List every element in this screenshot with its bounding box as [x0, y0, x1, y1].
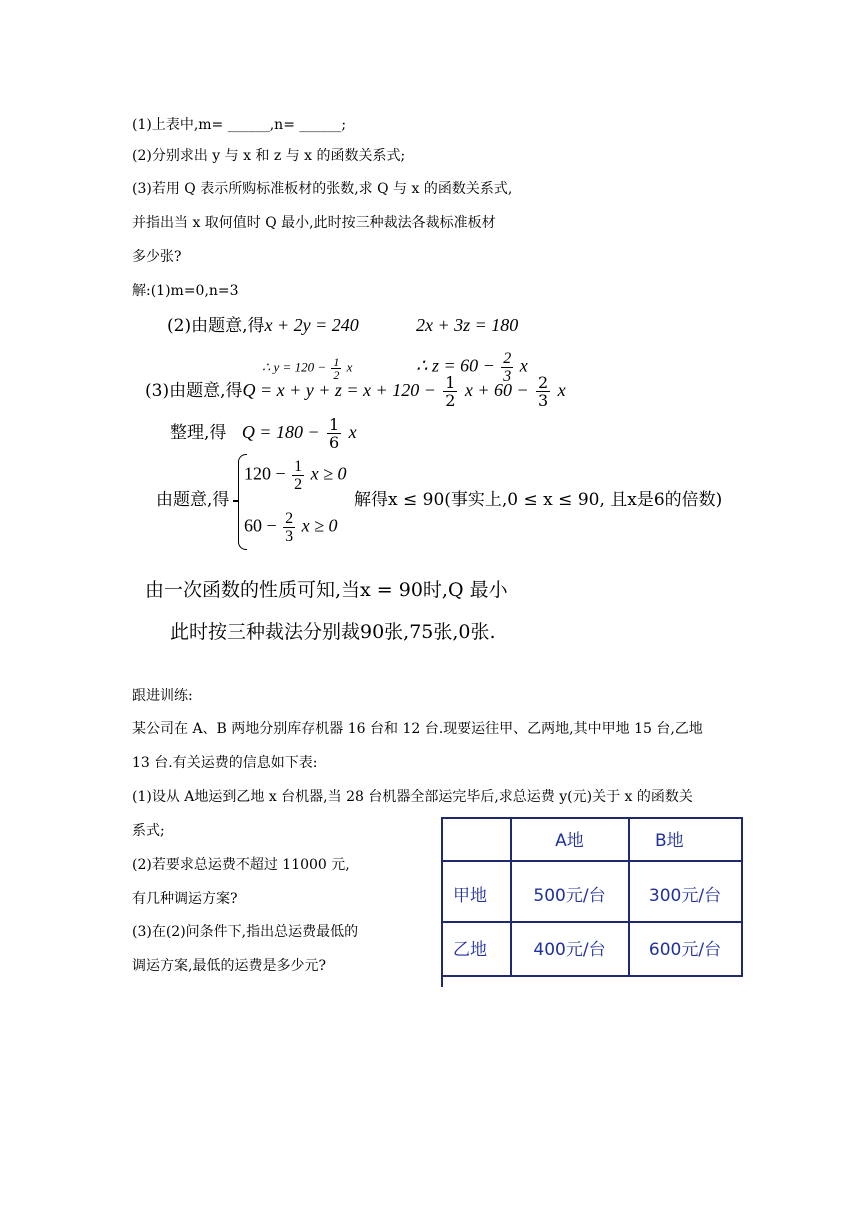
solution-organize — [170, 416, 357, 451]
fraction-denominator: 2 — [333, 368, 340, 382]
practice-q2-line-2: 有几种调运方案? — [132, 891, 238, 907]
fraction-one-sixth — [327, 416, 341, 451]
solution-conclusion-2: 此时按三种裁法分别裁90张,75张,0张. — [170, 621, 496, 643]
solution-label: 解:(1)m=0,n=3 — [132, 283, 239, 299]
fraction-one-half — [292, 458, 304, 493]
fraction-numerator: 1 — [445, 373, 456, 392]
practice-q1-line-1: (1)设从 A地运到乙地 x 台机器,当 28 台机器全部运完毕后,求总运费 y(元)关于 x 的函数关 — [132, 789, 693, 805]
variable-x: x — [557, 380, 566, 400]
practice-title: 跟进训练: — [132, 688, 193, 704]
fraction-denominator: 3 — [285, 528, 294, 545]
fraction-numerator: 1 — [294, 458, 303, 475]
solution-part2-eq1: x + 2y = 240 — [264, 315, 359, 335]
question-1: (1)上表中,m= ______,n= ______; — [132, 117, 347, 133]
fraction-numerator: 1 — [333, 355, 340, 369]
variable-x: x — [348, 422, 357, 442]
table-cell: 300元/台 — [648, 886, 722, 906]
table-cell: 500元/台 — [533, 886, 606, 906]
question-2: (2)分别求出 y 与 x 和 z 与 x 的函数关系式; — [132, 148, 406, 164]
solution-part2 — [167, 314, 359, 337]
table-row-divider — [441, 921, 743, 923]
fraction-denominator: 3 — [503, 368, 512, 385]
practice-q2-line-1: (2)若要求总运费不超过 11000 元, — [132, 857, 350, 873]
solution-part3 — [145, 374, 566, 409]
fraction-numerator: 2 — [285, 510, 294, 527]
condition-2-right: x ≥ 0 — [301, 515, 338, 536]
condition-2 — [244, 510, 338, 545]
condition-1-left: 120 − — [244, 463, 286, 484]
solution-conclusion-1: 由一次函数的性质可知,当x = 90时,Q 最小 — [145, 579, 508, 601]
practice-intro-line-2: 13 台.有关运费的信息如下表: — [132, 755, 318, 771]
variable-x: x — [346, 359, 353, 375]
fraction-one-half — [443, 374, 457, 409]
table-border-bottom — [441, 975, 743, 977]
table-border-right — [741, 817, 743, 975]
table-border-top — [441, 817, 743, 819]
table-row-divider — [441, 860, 743, 862]
condition-1 — [244, 458, 347, 493]
fraction-two-thirds — [536, 374, 550, 409]
fraction-numerator: 1 — [329, 415, 340, 434]
solution-organize-eq: Q = 180 − — [241, 422, 320, 442]
solution-organize-prefix: 整理,得 — [170, 423, 227, 443]
fraction-numerator: 2 — [503, 350, 512, 367]
table-border-left — [441, 817, 443, 987]
solution-part3-prefix: (3)由题意,得 — [145, 381, 243, 401]
solution-condition-result: 解得x ≤ 90(事实上,0 ≤ x ≤ 90, 且x是6的倍数) — [354, 490, 723, 510]
solution-part3-eq-start: Q = x + y + z = x + 120 − — [242, 380, 436, 400]
fraction-numerator: 2 — [538, 373, 549, 392]
question-3-line-3: 多少张? — [132, 249, 182, 265]
table-header-b: B地 — [655, 831, 684, 851]
fraction-denominator: 2 — [294, 476, 303, 493]
variable-x: x — [519, 355, 528, 376]
practice-q3-line-1: (3)在(2)问条件下,指出总运费最低的 — [132, 924, 359, 940]
practice-q1-line-2: 系式; — [132, 823, 165, 839]
table-row-label-yi: 乙地 — [453, 940, 487, 960]
solution-part3-eq-mid: x + 60 − — [464, 380, 529, 400]
cost-table — [441, 817, 743, 987]
condition-2-left: 60 − — [244, 515, 277, 536]
solution-part2-eq2: 2x + 3z = 180 — [416, 315, 519, 335]
table-row-label-jia: 甲地 — [453, 886, 487, 906]
fraction-denominator: 2 — [445, 391, 456, 410]
table-header-a: A地 — [555, 831, 584, 851]
table-cell: 600元/台 — [648, 940, 722, 960]
solution-condition-prefix: 由题意,得 — [156, 490, 230, 510]
solution-y-prefix: ∴ y = 120 − — [262, 359, 327, 375]
fraction-denominator: 3 — [538, 391, 549, 410]
practice-intro-line-1: 某公司在 A、B 两地分别库存机器 16 台和 12 台.现要运往甲、乙两地,其中甲地 15 台,乙地 — [132, 721, 703, 737]
question-3-line-2: 并指出当 x 取何值时 Q 最小,此时按三种裁法各裁标准板材 — [132, 215, 496, 231]
table-cell: 400元/台 — [533, 940, 606, 960]
solution-part2-prefix: (2)由题意,得 — [167, 316, 265, 336]
fraction-two-thirds — [283, 510, 295, 545]
practice-q3-line-2: 调运方案,最低的运费是多少元? — [132, 958, 326, 974]
solution-z-prefix: ∴ z = 60 − — [416, 355, 495, 376]
condition-1-right: x ≥ 0 — [310, 463, 347, 484]
question-3-line-1: (3)若用 Q 表示所购标准板材的张数,求 Q 与 x 的函数关系式, — [132, 181, 513, 197]
fraction-denominator: 6 — [329, 433, 340, 452]
